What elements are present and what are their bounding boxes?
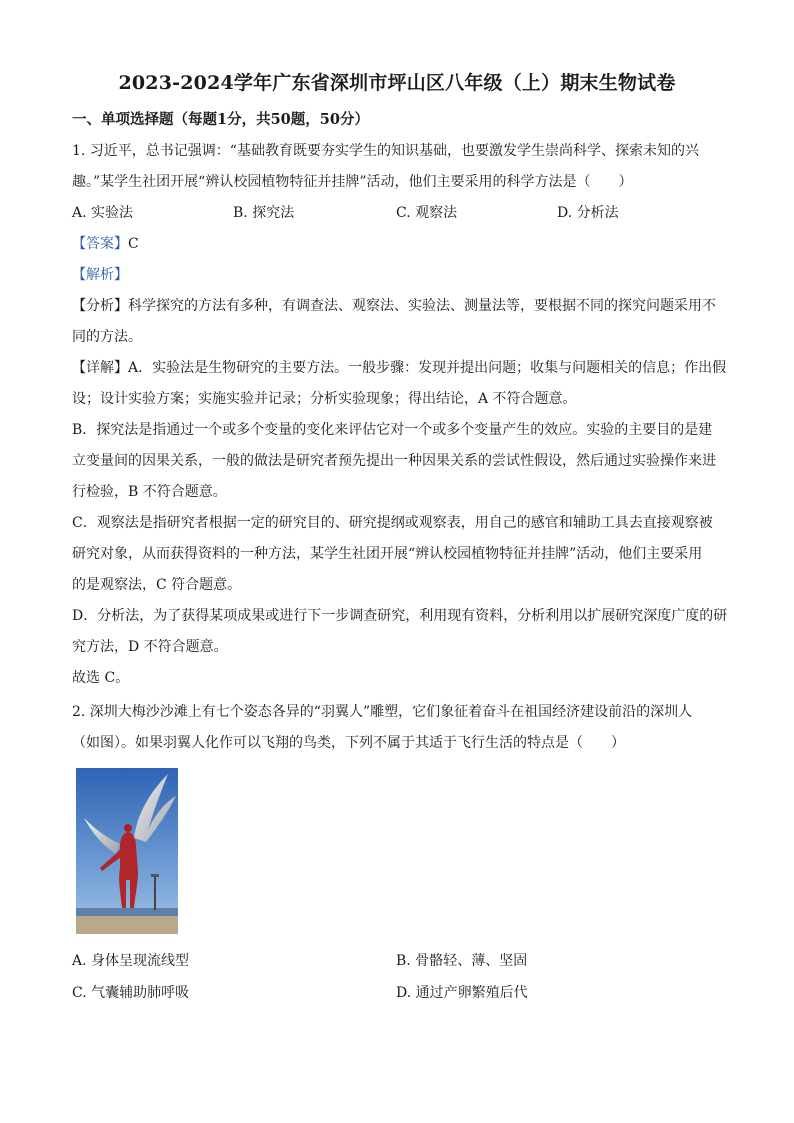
- q1-option-b: B. 探究法: [233, 205, 295, 221]
- q1-xiangjie-b-3: 行检验，B 不符合题意。: [72, 484, 227, 500]
- q1-xiangjie-b-2: 立变量间的因果关系，一般的做法是研究者预先提出一种因果关系的尝试性假设，然后通过实验操作来进: [72, 453, 716, 469]
- q1-option-d: D. 分析法: [557, 205, 619, 221]
- q2-stem-line-1: 2. 深圳大梅沙沙滩上有七个姿态各异的“羽翼人”雕塑，它们象征着奋斗在祖国经济建设前沿的深圳人: [72, 704, 693, 720]
- winged-man-sculpture-photo: [76, 768, 178, 934]
- q1-xiangjie-line-1: [72, 358, 732, 378]
- q1-stem-line-2: 趣。”某学生社团开展“辨认校园植物特征并挂牌”活动，他们主要采用的科学方法是（ ）: [72, 174, 633, 190]
- analysis-tag: 【解析】: [72, 267, 128, 283]
- q1-fenxi-line-2: 同的方法。: [72, 329, 142, 345]
- q2-option-c: C. 气囊辅助肺呼吸: [72, 985, 190, 1001]
- q1-xiangjie-d-1: D．分析法，为了获得某项成果或进行下一步调查研究，利用现有资料，分析利用以扩展研究深度广度的研: [72, 608, 728, 624]
- exam-title: 2023-2024学年广东省深圳市坪山区八年级（上）期末生物试卷: [118, 72, 676, 94]
- q1-xiangjie-b-1: B．探究法是指通过一个或多个变量的变化来评估它对一个或多个变量产生的效应。实验的主要目的是建: [72, 422, 713, 438]
- q2-option-d: D. 通过产卵繁殖后代: [396, 985, 528, 1001]
- q1-option-c: C. 观察法: [396, 205, 458, 221]
- q1-xiangjie-c-3: 的是观察法，C 符合题意。: [72, 577, 242, 593]
- q1-xiangjie-d-2: 究方法，D 不符合题意。: [72, 639, 228, 655]
- fenxi-text-1: 科学探究的方法有多种，有调查法、观察法、实验法、测量法等，要根据不同的探究问题采用不: [128, 298, 716, 314]
- xiangjie-tag: 【详解】: [72, 360, 128, 376]
- answer-value: C: [128, 236, 139, 252]
- q2-option-b: B. 骨骼轻、薄、坚固: [396, 953, 528, 969]
- q1-analysis-line: [72, 265, 732, 285]
- q1-xiangjie-c-1: C．观察法是指研究者根据一定的研究目的、研究提纲或观察表，用自己的感官和辅助工具去直接观察被: [72, 515, 713, 531]
- q1-conclusion: 故选 C。: [72, 670, 130, 686]
- fenxi-tag: 【分析】: [72, 298, 128, 314]
- q1-fenxi-line-1: [72, 296, 732, 316]
- q1-option-a: A. 实验法: [72, 205, 134, 221]
- q1-xiangjie-a-2: 设；设计实验方案；实施实验并记录；分析实验现象；得出结论，A 不符合题意。: [72, 391, 577, 407]
- q1-answer-line: [72, 234, 732, 254]
- q1-stem-line-1: 1. 习近平，总书记强调：“基础教育既要夯实学生的知识基础，也要激发学生崇尚科学、探索未知的兴: [72, 143, 699, 159]
- answer-tag: 【答案】: [72, 236, 128, 252]
- xiangjie-a-1: A．实验法是生物研究的主要方法。一般步骤：发现并提出问题；收集与问题相关的信息；作出假: [128, 360, 727, 376]
- q2-stem-line-2: （如图）。如果羽翼人化作可以飞翔的鸟类，下列不属于其适于飞行生活的特点是（ ）: [72, 735, 625, 751]
- q2-option-a: A. 身体呈现流线型: [72, 953, 190, 969]
- q1-xiangjie-c-2: 研究对象，从而获得资料的一种方法，某学生社团开展“辨认校园植物特征并挂牌”活动，他们主要采用: [72, 546, 703, 562]
- section-heading: 一、单项选择题（每题1分，共50题，50分）: [72, 111, 369, 128]
